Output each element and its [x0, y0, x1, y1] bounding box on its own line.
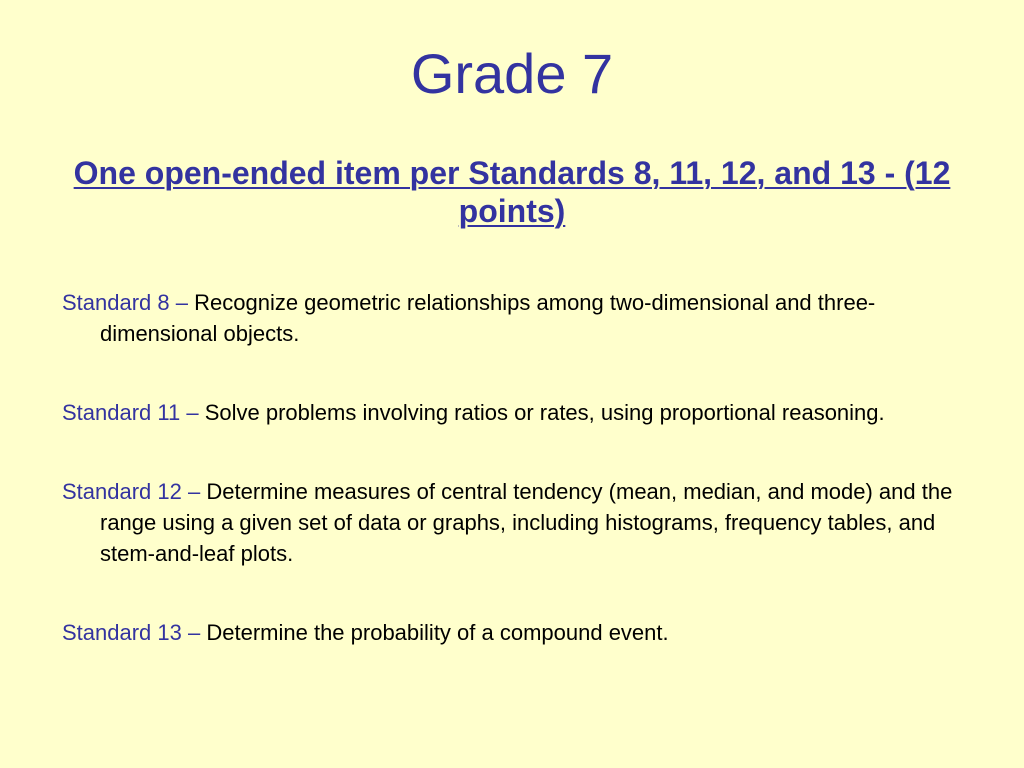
standard-description: Solve problems involving ratios or rates, using proportional reasoning. — [204, 400, 885, 425]
standard-label: Standard 12 – — [62, 479, 201, 504]
standard-item — [62, 617, 962, 648]
standard-description: Recognize geometric relationships among two-dimensional and three-dimensional objects. — [100, 290, 876, 346]
slide-subtitle: One open-ended item per Standards 8, 11, 12, and 13 - (12 points) — [73, 155, 951, 229]
standard-item — [62, 476, 962, 569]
slide-title: Grade 7 — [410, 42, 614, 105]
standard-item — [62, 397, 962, 428]
standard-description: Determine measures of central tendency (mean, median, and mode) and the range using a given set of data or graphs, including histograms, frequency tables, and stem-and-leaf plots. — [100, 479, 953, 566]
standards-list — [62, 287, 962, 648]
standard-item — [62, 287, 962, 349]
standard-label: Standard 13 – — [62, 620, 201, 645]
standard-description: Determine the probability of a compound event. — [206, 620, 669, 645]
standard-label: Standard 11 – — [62, 400, 199, 425]
standard-label: Standard 8 – — [62, 290, 188, 315]
